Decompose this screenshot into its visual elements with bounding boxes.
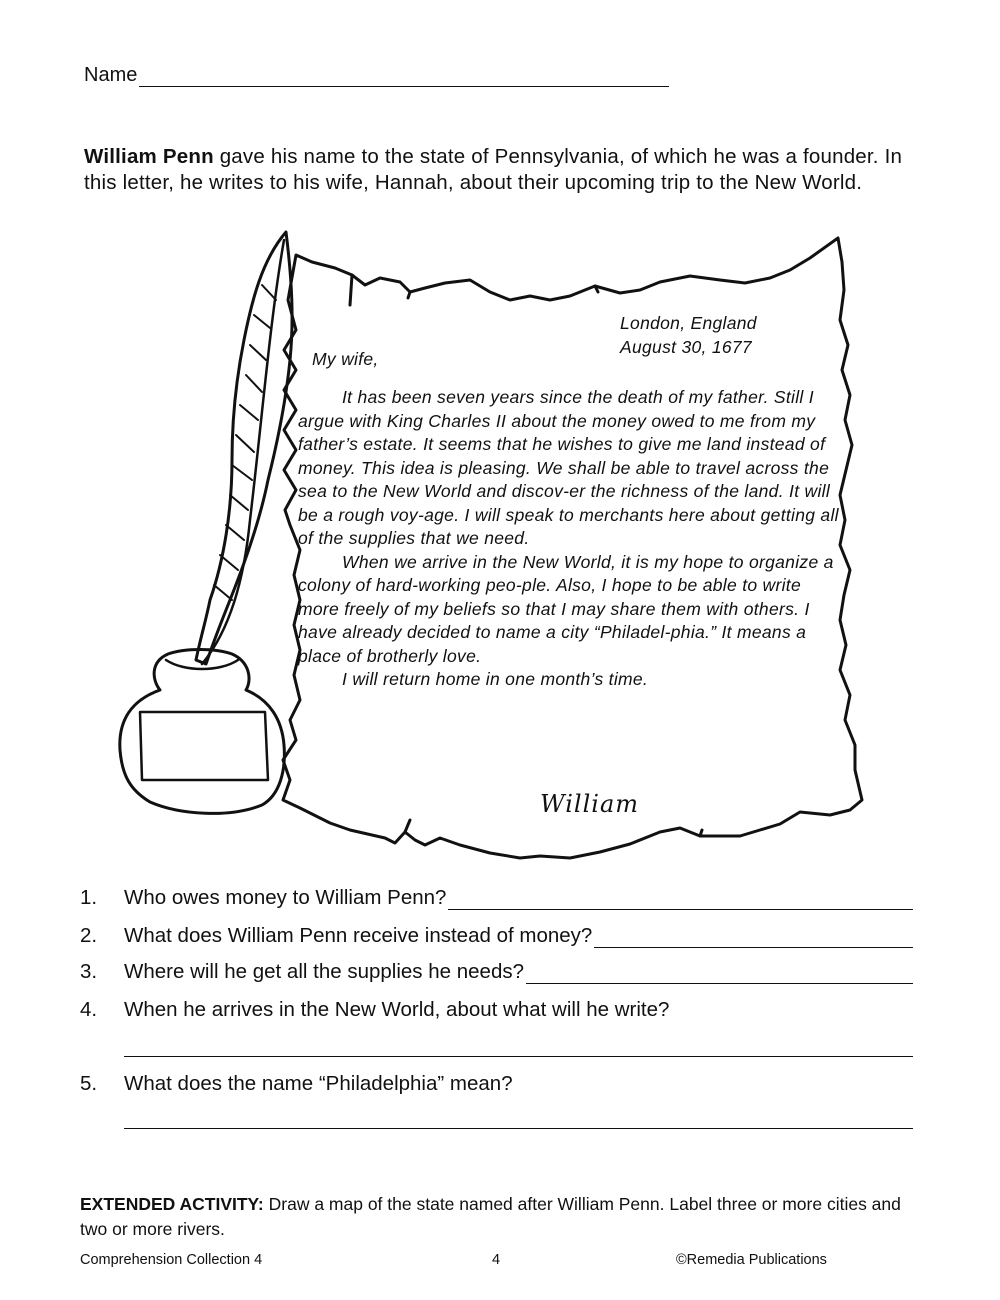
intro-bold-name: William Penn bbox=[84, 145, 214, 168]
question-text: When he arrives in the New World, about what will he write? bbox=[124, 998, 670, 1021]
inkwell-icon bbox=[120, 650, 285, 814]
question-5 bbox=[80, 1072, 913, 1096]
question-text: Who owes money to William Penn? bbox=[124, 886, 447, 909]
letter-salutation: My wife, bbox=[312, 349, 379, 369]
extended-activity-label: EXTENDED ACTIVITY: bbox=[80, 1194, 264, 1214]
extended-activity bbox=[80, 1192, 920, 1242]
question-4 bbox=[80, 998, 913, 1022]
footer-publisher: ©Remedia Publications bbox=[676, 1252, 827, 1268]
letter-signature: William bbox=[540, 790, 640, 818]
answer-line-5[interactable] bbox=[124, 1128, 913, 1129]
question-number: 3. bbox=[80, 960, 98, 983]
question-text: What does William Penn receive instead of money? bbox=[124, 924, 593, 947]
footer-collection: Comprehension Collection 4 bbox=[80, 1252, 263, 1268]
letter-paragraph: It has been seven years since the death of my father. Still I argue with King Charles II about the money owed to me from my father’s estate. It seems that he wishes to give me land instead of money. This idea is pleasing. We shall be able to travel across the sea to the New World and discov-er the richness of the land. It will be a rough voy-age. I will speak to merchants here about getting all of the supplies that we need. bbox=[298, 387, 839, 548]
answer-line-4[interactable] bbox=[124, 1056, 913, 1057]
letter-paragraph: When we arrive in the New World, it is my hope to organize a colony of hard-working peo-ple. Also, I hope to be able to write more freely of my beliefs so that I may share them with others. I have already decided to name a city “Philadel-phia.” It means a place of brotherly love. bbox=[298, 551, 834, 666]
quill-icon bbox=[196, 232, 292, 664]
question-number: 2. bbox=[80, 924, 98, 947]
intro-paragraph bbox=[84, 144, 914, 196]
extended-activity-text: Draw a map of the state named after William Penn. Label three or more cities and two or more rivers. bbox=[80, 1194, 901, 1239]
intro-text: gave his name to the state of Pennsylvania, of which he was a founder. In this letter, he writes to his wife, Hannah, about their upcoming trip to the New World. bbox=[84, 145, 903, 194]
question-number: 5. bbox=[80, 1072, 98, 1095]
letter-paragraph: I will return home in one month’s time. bbox=[342, 669, 649, 689]
letter-location: London, England bbox=[620, 313, 757, 333]
question-number: 4. bbox=[80, 998, 98, 1021]
answer-line[interactable] bbox=[448, 891, 913, 910]
name-field[interactable] bbox=[84, 64, 669, 87]
footer-page-number: 4 bbox=[492, 1252, 501, 1268]
question-text: Where will he get all the supplies he needs? bbox=[124, 960, 524, 983]
question-1 bbox=[80, 886, 913, 910]
name-label: Name bbox=[84, 64, 138, 86]
question-2 bbox=[80, 924, 913, 948]
question-text: What does the name “Philadelphia” mean? bbox=[124, 1072, 513, 1095]
letter-heading bbox=[620, 312, 757, 359]
question-number: 1. bbox=[80, 886, 98, 909]
letter-date: August 30, 1677 bbox=[620, 336, 752, 357]
name-line[interactable] bbox=[139, 66, 669, 87]
letter-body bbox=[298, 386, 846, 692]
answer-line[interactable] bbox=[526, 965, 913, 984]
answer-line[interactable] bbox=[594, 929, 913, 948]
question-3 bbox=[80, 960, 913, 984]
